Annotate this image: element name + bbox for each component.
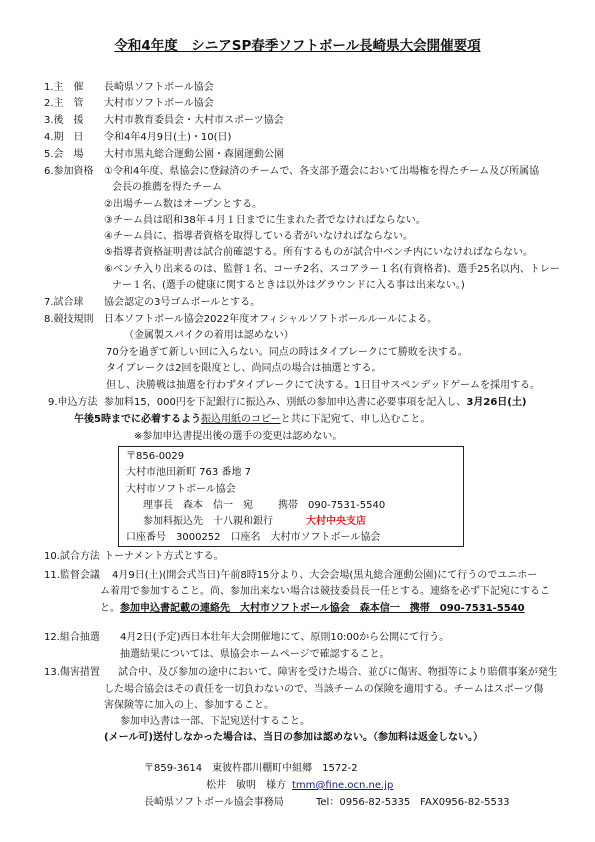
mailing-recipient: 理事長 森本 信一 宛 — [143, 500, 253, 511]
rules-line: タイブレークは2回を限度とし、尚同点の場合は抽選とする。 — [106, 363, 382, 374]
mailing-address: 大村市池田新町 763 番地 7 — [126, 467, 251, 478]
injury-warning: (メール可)送付しなかった場合は、当日の参加は認めない。（参加料は返金しない。） — [104, 732, 483, 743]
rules-line: 日本ソフトボール協会2022年度オフィシャルソフトボールルールによる。 — [104, 314, 438, 325]
footer-phone-fax: Tel：0956-82-5335 FAX0956-82-5533 — [316, 797, 510, 808]
document-title — [0, 37, 595, 55]
bank-transfer-label: 参加料振込先 十八親和銀行 — [143, 516, 273, 527]
dates-label: 4.期 日 — [44, 132, 84, 143]
sponsor-value: 大村市教育委員会・大村市スポーツ協会 — [104, 115, 284, 126]
bank-account: 口座番号 3000252 口座名 大村市ソフトボール協会 — [126, 532, 381, 543]
footer-address: 〒859-3614 東彼杵郡川棚町中組郷 1572-2 — [144, 763, 358, 774]
rules-line: 但し、決勝戦は抽選を行わずタイブレークにて決する。1日目サスペンデッドゲームを採用する。 — [106, 380, 540, 391]
footer-office: 長崎県ソフトボール協会事務局 — [144, 797, 284, 808]
eligibility-line: ③チーム員は昭和38年４月１日までに生まれた者でなければならない。 — [104, 215, 426, 226]
application-copy-note: 振込用紙のコピー — [200, 414, 281, 425]
manager-value: 大村市ソフトボール協会 — [104, 98, 214, 109]
dates-value: 令和4年4月9日(土)・10(日) — [104, 132, 232, 143]
eligibility-line: ⑤指導者資格証明書は試合前確認する。所有するものが試合中ベンチ内にいなければならない。 — [104, 247, 533, 258]
application-fee-text: 参加料15，000円を下記銀行に振込み、別紙の参加申込書に必要事項を記入し、 — [104, 397, 467, 408]
managers-meeting-line — [100, 602, 525, 616]
managers-meeting-line: ム着用で参加すること。尚、参加出来ない場合は競技委員長一任とする。連絡を必ず下記宛にするこ — [100, 586, 550, 597]
manager-label: 2.主 管 — [44, 98, 84, 109]
game-format-value: トーナメント方式とする。 — [104, 551, 224, 562]
organizer-value: 長崎県ソフトボール協会 — [104, 82, 214, 93]
injury-line: 試合中、及び参加の途中において、障害を受けた場合、並びに傷害、物損等により賠償事案が発生 — [118, 667, 558, 678]
injury-line: した場合協会はその責任を一切負わないので、当該チームの保険を適用する。チームはスポーツ傷 — [104, 684, 544, 695]
application-label: 9.申込方法 — [48, 397, 98, 408]
venue-value: 大村市黒丸総合運動公園・森園運動公園 — [104, 149, 284, 160]
managers-meeting-line: 4月9日(土)(開会式当日)午前8時15分より、大会会場(黒丸総合運動公園)にて行うのでユニホー — [112, 570, 538, 581]
footer-contact-name: 松井 敏明 様方 — [206, 780, 286, 791]
venue-label: 5.会 場 — [44, 149, 84, 160]
application-note: ※参加申込書提出後の選手の変更は認めない。 — [134, 431, 343, 442]
game-ball-label: 7.試合球 — [44, 297, 84, 308]
footer-email-link[interactable]: tmm@fine.ocn.ne.jp — [292, 780, 394, 791]
draw-label: 12.組合抽選 — [44, 632, 100, 643]
game-format-label: 10.試合方法 — [44, 551, 100, 562]
eligibility-line: ④チーム員に、指導者資格を取得している者がいなければならない。 — [104, 231, 413, 242]
rules-label: 8.競技規則 — [44, 314, 94, 325]
application-line — [104, 396, 526, 410]
managers-meeting-line-start: と。 — [100, 603, 120, 614]
rules-line: （金属製スパイクの着用は認めない） — [124, 330, 294, 341]
mailing-mobile: 携帯 090-7531-5540 — [278, 500, 386, 511]
managers-meeting-label: 11.監督会議 — [44, 570, 100, 581]
game-ball-value: 協会認定の3号ゴムボールとする。 — [104, 297, 261, 308]
organizer-label: 1.主 催 — [44, 82, 84, 93]
mailing-postal-code: 〒856-0029 — [126, 451, 185, 462]
managers-meeting-contact: 参加申込書記載の連絡先 大村市ソフトボール協会 森本信一 携帯 090-7531-5540 — [120, 603, 525, 614]
eligibility-label: 6.参加資格 — [44, 166, 94, 177]
rules-line: 70分を過ぎて新しい回に入らない。同点の時はタイブレークにて勝敗を決する。 — [106, 347, 468, 358]
sponsor-label: 3.後 援 — [44, 115, 84, 126]
injury-line: 参加申込書は一部、下記宛送付すること。 — [120, 716, 310, 727]
eligibility-line: 会長の推薦を得たチーム — [112, 182, 222, 193]
eligibility-line: ナー１名、(選手の健康に関するときは以外はグラウンドに入る事は出来ない。) — [112, 280, 465, 291]
draw-line: 4月2日(予定)西日本壮年大会開催地にて、原則10:00から公開にて行う。 — [120, 632, 450, 643]
eligibility-line: ②出場チーム数はオープンとする。 — [104, 199, 263, 210]
eligibility-line: ⑥ベンチ入り出来るのは、監督１名、コーチ2名、スコアラー１名(有資格者)、選手25名以内、トレー — [104, 264, 560, 275]
injury-line: 害保険等に加入の上、参加すること。 — [104, 700, 274, 711]
application-deadline-date: 3月26日(土) — [466, 397, 527, 408]
mailing-organization: 大村市ソフトボール協会 — [126, 484, 236, 495]
eligibility-line: ①令和4年度、県協会に登録済のチームで、各支部予選会において出場権を得たチーム及び所属協 — [104, 166, 540, 177]
application-deadline-time: 午後5時までに必着するよう — [74, 414, 201, 425]
injury-label: 13.傷害措置 — [44, 667, 100, 678]
document-title-text: 令和4年度 シニアSP春季ソフトボール長崎県大会開催要項 — [114, 38, 481, 54]
bank-branch: 大村中央支店 — [306, 516, 366, 527]
application-rest-text: と共に下記宛て、申し込むこと。 — [280, 414, 431, 425]
draw-line: 抽選結果については、県協会ホームページで確認すること。 — [120, 649, 390, 660]
application-line — [74, 413, 430, 427]
